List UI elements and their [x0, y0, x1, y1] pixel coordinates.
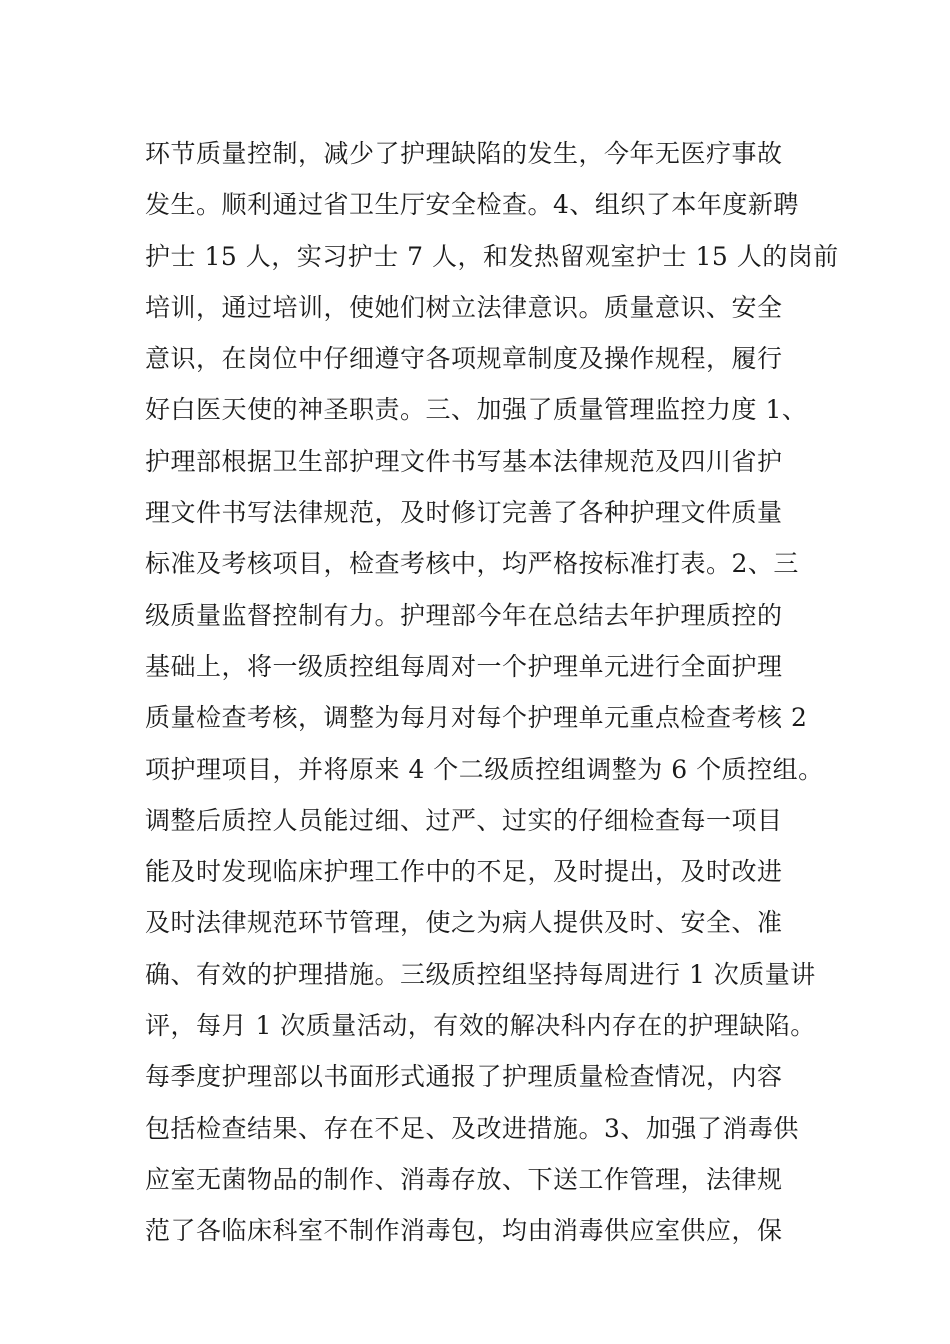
- text-line: 级质量监督控制有力。护理部今年在总结去年护理质控的: [145, 600, 783, 630]
- text-line: 意识，在岗位中仔细遵守各项规章制度及操作规程，履行: [145, 344, 783, 374]
- body-text: [145, 128, 839, 1257]
- text-line: 调整后质控人员能过细、过严、过实的仔细检查每一项目: [145, 805, 783, 835]
- text-line: 发生。顺利通过省卫生厅安全检查。4、组织了本年度新聘: [145, 190, 799, 220]
- text-line: 培训，通过培训，使她们树立法律意识。质量意识、安全: [145, 292, 783, 322]
- text-line: 范了各临床科室不制作消毒包，均由消毒供应室供应，保: [145, 1216, 783, 1246]
- text-line: 理文件书写法律规范，及时修订完善了各种护理文件质量: [145, 498, 783, 528]
- text-line: 好白医天使的神圣职责。三、加强了质量管理监控力度 1、: [145, 395, 808, 425]
- text-line: 应室无菌物品的制作、消毒存放、下送工作管理，法律规: [145, 1164, 783, 1194]
- text-line: 基础上，将一级质控组每周对一个护理单元进行全面护理: [145, 651, 783, 681]
- text-line: 项护理项目，并将原来 4 个二级质控组调整为 6 个质控组。: [145, 754, 824, 784]
- text-line: 每季度护理部以书面形式通报了护理质量检查情况，内容: [145, 1062, 783, 1092]
- text-line: 质量检查考核，调整为每月对每个护理单元重点检查考核 2: [145, 703, 808, 733]
- text-line: 护士 15 人，实习护士 7 人，和发热留观室护士 15 人的岗前: [145, 241, 839, 271]
- text-line: 能及时发现临床护理工作中的不足，及时提出，及时改进: [145, 857, 783, 887]
- text-line: 及时法律规范环节管理，使之为病人提供及时、安全、准: [145, 908, 783, 938]
- text-line: 包括检查结果、存在不足、及改进措施。3、加强了消毒供: [145, 1113, 799, 1143]
- text-line: 确、有效的护理措施。三级质控组坚持每周进行 1 次质量讲: [145, 959, 816, 989]
- text-line: 评，每月 1 次质量活动，有效的解决科内存在的护理缺陷。: [145, 1011, 816, 1041]
- text-line: 环节质量控制，减少了护理缺陷的发生，今年无医疗事故: [145, 139, 783, 168]
- text-line: 标准及考核项目，检查考核中，均严格按标准打表。2、三: [145, 549, 799, 579]
- text-line: 护理部根据卫生部护理文件书写基本法律规范及四川省护: [145, 446, 783, 476]
